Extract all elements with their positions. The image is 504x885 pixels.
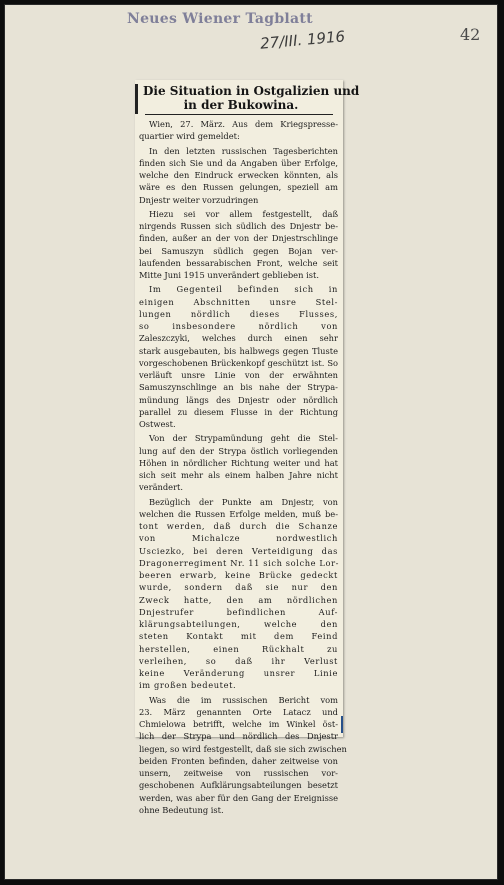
headline-line: in der Bukowina. [183, 98, 299, 112]
article-line: Was die im russischen Bericht vom [149, 694, 338, 705]
article-line: unsern, zeitweise von russischen vor- [139, 768, 338, 778]
article-paragraph [139, 283, 338, 430]
headline-rule [145, 114, 333, 115]
article-line: wäre es den Russen gelungen, speziell am [139, 182, 338, 193]
handwritten-date: 27/III. 1916 [259, 27, 346, 53]
article-line: 23. März genannten Orte Latacz und [139, 706, 338, 717]
article-line: verleihen, so daß ihr Verlust [139, 655, 338, 666]
article-line: finden, außer an der von der Dnjestrschlinge [139, 233, 338, 244]
article-line: Mitte Juni 1915 unverändert geblieben ist. [139, 270, 319, 280]
article-line: Hiezu sei vor allem festgestellt, daß [149, 208, 338, 219]
article-line: In den letzten russischen Tagesberichten [149, 145, 338, 156]
article-line: Im Gegenteil befinden sich in [149, 284, 338, 295]
article-line: welchen die Russen Erfolge melden, muß be- [139, 508, 338, 519]
article-line: verändert. [139, 482, 184, 493]
article-line: Usciezko, bei deren Verteidigung das [139, 545, 338, 556]
article-line: einigen Abschnitten unsre Stel- [139, 296, 338, 307]
article-line: klärungsabteilungen, welche den [139, 619, 338, 629]
article-line: geschobenen Aufklärungsabteilungen besetzt [139, 780, 338, 791]
article-line: quartier wird gemeldet: [139, 131, 240, 142]
article-line: Höhen in nördlicher Richtung weiter und hat [139, 457, 338, 468]
article-line: finden sich Sie und da Angaben über Erfolge, [139, 157, 338, 168]
newspaper-source-stamp: Neues Wiener Tagblatt [127, 11, 313, 27]
article-line: liegen, so wird festgestellt, daß sie sich zwischen [139, 743, 347, 754]
article-line: Dnjestrufer befindlichen Auf- [139, 606, 338, 617]
pencil-end-mark [341, 716, 343, 733]
article-line: steten Kontakt mit dem Feind [139, 631, 338, 642]
article-line: wurde, sondern daß sie nur den [139, 582, 338, 593]
page-number: 42 [460, 25, 481, 44]
article-line: beeren erwarb, keine Brücke gedeckt [139, 570, 338, 580]
article-line: laufenden bessarabischen Front, welche seit [139, 257, 338, 268]
article-paragraph [139, 694, 347, 817]
article-line: bei Samuszyn südlich gegen Bojan ver- [139, 245, 338, 256]
article-paragraph [139, 496, 338, 692]
article-paragraph [139, 145, 338, 206]
article-line: nirgends Russen sich südlich des Dnjestr be- [139, 221, 338, 231]
article-line: Von der Strypamündung geht die Stel- [149, 433, 338, 444]
article-line: tont werden, daß durch die Schanze [139, 521, 338, 531]
article-line: parallel zu diesem Flusse in der Richtung [139, 406, 338, 417]
article-line: so insbesondere nördlich von [139, 321, 338, 331]
article-line: lung auf den der Strypa östlich vorliegenden [139, 445, 338, 456]
article-line: werden, was aber für den Gang der Ereignisse [139, 792, 338, 803]
article-line: vorgeschobenen Brückenkopf geschützt ist. So [139, 357, 338, 368]
article-line: mündung längs des Dnjestr oder nördlich [139, 394, 338, 405]
article-line: ohne Bedeutung ist. [139, 804, 224, 815]
article-line: Zweck hatte, den am nördlichen [139, 594, 338, 605]
article-line: lich der Strypa und nördlich des Dnjestr [139, 731, 338, 742]
article-line: keine Veränderung unsrer Linie [139, 668, 338, 678]
headline-line: Die Situation in Ostgalizien und [143, 84, 360, 98]
article-line: Ostwest. [139, 419, 176, 429]
article-line: stark ausgebauten, bis halbwegs gegen Tluste [139, 345, 338, 356]
article-line: verläuft unsre Linie von der erwähnten [139, 370, 338, 380]
article-line: lungen nördlich dieses Flusses, [139, 308, 338, 319]
article-line: von Michalcze nordwestlich [139, 533, 338, 544]
article-line: Zaleszczyki, welches durch einen sehr [139, 333, 338, 344]
article-line: Samuszynschlinge an bis nahe der Strypa- [139, 382, 338, 393]
article-line: im großen bedeutet. [139, 680, 237, 691]
article-line: Bezüglich der Punkte am Dnjestr, von [149, 496, 338, 507]
article-line: Dragonerregiment Nr. 11 sich solche Lor- [139, 557, 340, 568]
article-paragraph [139, 208, 338, 282]
article-line: sich seit mehr als einem halben Jahre nicht [139, 470, 338, 480]
newspaper-clipping [135, 80, 360, 815]
article-line: Dnjestr weiter vorzudringen [139, 194, 259, 205]
article-line: Wien, 27. März. Aus dem Kriegspresse- [149, 119, 338, 129]
article-paragraph [139, 432, 338, 493]
article-line: Chmielowa betrifft, welche im Winkel öst- [139, 719, 338, 729]
article-line: welche den Eindruck erwecken könnten, als [139, 170, 338, 180]
article-paragraph [139, 118, 338, 143]
article-line: beiden Fronten befinden, daher zeitweise von [139, 755, 338, 766]
article-line: herstellen, einen Rückhalt zu [139, 643, 338, 654]
clipping-border-mark [135, 84, 138, 114]
article-body [135, 118, 347, 816]
article-headline [143, 84, 360, 112]
